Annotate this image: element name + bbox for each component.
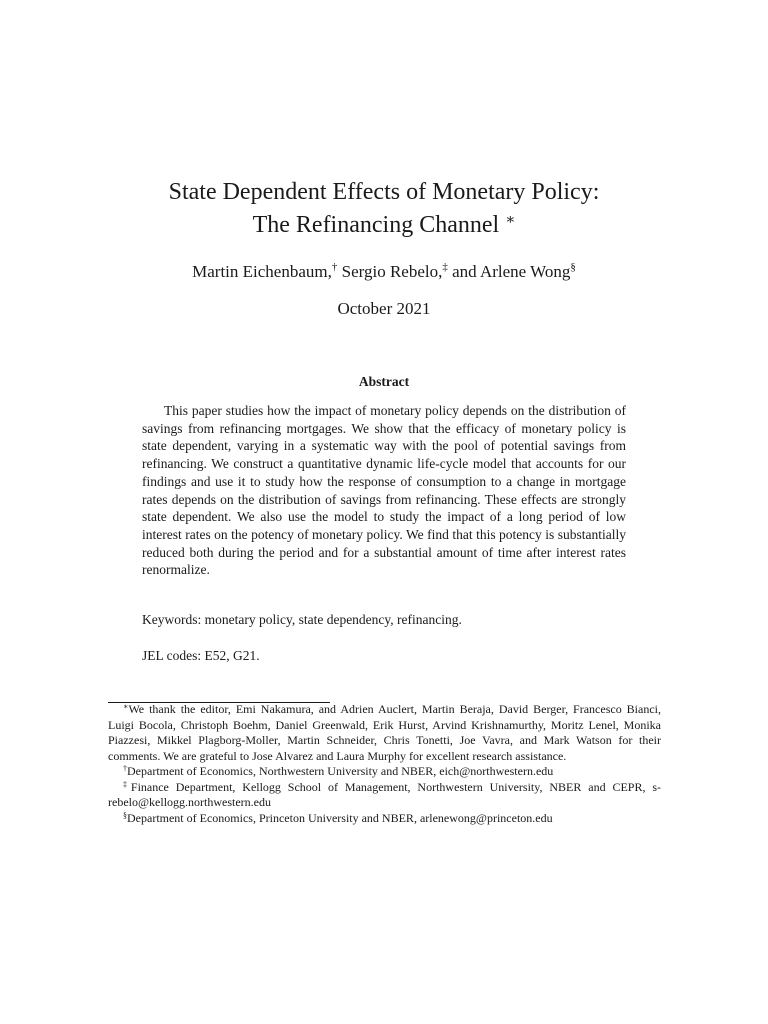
publication-date: October 2021 xyxy=(337,299,431,318)
abstract-heading: Abstract xyxy=(358,374,410,389)
jel-codes: JEL codes: E52, G21. xyxy=(142,648,260,663)
footnote-text: We thank the editor, Emi Nakamura, and Adrien Auclert, Martin Beraja, David Berger, Francesco Bianci, Luigi Bocola, Christoph Boehm, Daniel Greenwald, Erik Hurst, Arvind Krishnamurthy, Moritz Lenel, Monika Piazzesi, Mikkel Plagborg-Moller, Martin Schneider, Chris Tonetti, Joe Vavra, and Mark Watson for their comments. We are grateful to Jose Alvarez and Laura Murphy for excellent research assistance. xyxy=(108,702,661,763)
author-name: and Arlene Wong xyxy=(447,262,571,281)
footnote-text: Finance Department, Kellogg School of Management, Northwestern University, NBER and CEPR, s-rebelo@kellogg.northwestern.edu xyxy=(108,779,662,809)
footnote-text: Department of Economics, Northwestern University and NBER, eich@northwestern.edu xyxy=(127,764,554,778)
footnote-mark: † xyxy=(123,764,127,773)
footnote-mark: § xyxy=(123,810,127,820)
footnote-mark: ‡ xyxy=(123,779,131,789)
footnote-author-3 xyxy=(108,811,661,827)
author-footnote-mark: ‡ xyxy=(442,261,448,273)
footnote-mark: ∗ xyxy=(123,702,129,711)
footnote-author-2 xyxy=(108,780,661,811)
author-name: Martin Eichenbaum, xyxy=(192,262,332,281)
author-footnote-mark: § xyxy=(570,261,576,273)
author-list xyxy=(0,262,768,282)
footnotes xyxy=(108,702,661,826)
abstract-text: This paper studies how the impact of monetary policy depends on the distribution of savings from refinancing mortgages. We show that the efficacy of monetary policy is state dependent, varying in a systematic way with the pool of potential savings from refinancing. We construct a quantitative dynamic life-cycle model that accounts for our findings and use it to study how the response of consumption to a change in mortgage rates depends on the distribution of savings from refinancing. These effects are strongly state dependent. We also use the model to study the impact of a long period of low interest rates on the potency of monetary policy. We find that this potency is substantially reduced both during the period and for a substantial amount of time after interest rates renormalize. xyxy=(142,403,626,578)
keywords: Keywords: monetary policy, state dependency, refinancing. xyxy=(142,612,462,627)
title-line-2 xyxy=(0,209,768,242)
paper-title xyxy=(0,176,768,242)
footnote-author-1 xyxy=(108,764,661,780)
title-footnote-mark: ∗ xyxy=(505,212,516,228)
author-name: Sergio Rebelo, xyxy=(337,262,443,281)
title-line-2-text: The Refinancing Channel xyxy=(252,212,500,238)
title-line-1: State Dependent Effects of Monetary Policy: xyxy=(168,179,600,205)
footnote-text: Department of Economics, Princeton University and NBER, arlenewong@princeton.edu xyxy=(127,810,553,825)
author-footnote-mark: † xyxy=(331,261,338,273)
footnote-acknowledgements xyxy=(108,702,661,764)
